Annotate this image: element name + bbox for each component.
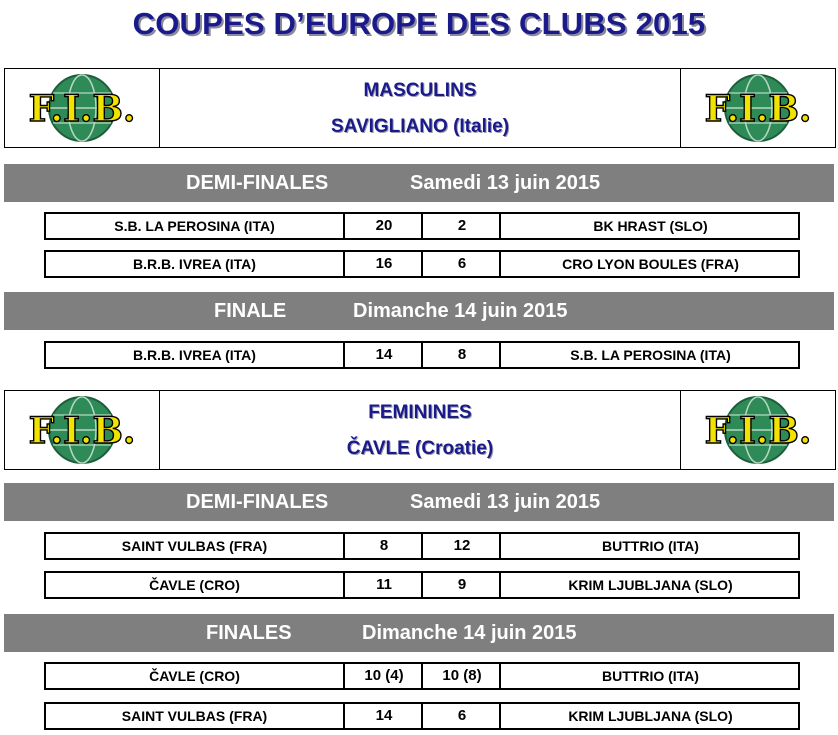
men-venue: SAVIGLIANO (Italie) xyxy=(330,116,510,137)
match-row xyxy=(44,212,800,240)
women-category: FEMININES xyxy=(368,402,472,423)
team-away: BK HRAST (SLO) xyxy=(499,214,800,238)
team-away: KRIM LJUBLJANA (SLO) xyxy=(499,704,800,728)
svg-text:F.I.B.: F.I.B. xyxy=(704,410,812,452)
team-away: BUTTRIO (ITA) xyxy=(499,534,800,558)
team-away: CRO LYON BOULES (FRA) xyxy=(499,252,800,276)
team-home: S.B. LA PEROSINA (ITA) xyxy=(114,218,275,234)
team-home: ČAVLE (CRO) xyxy=(149,668,240,684)
match-row xyxy=(44,702,800,730)
score-home: 20 xyxy=(343,214,423,238)
women-header xyxy=(4,390,836,470)
svg-text:F.I.B.: F.I.B. xyxy=(28,88,136,130)
stage-date: Dimanche 14 juin 2015 xyxy=(362,622,577,644)
score-away: 6 xyxy=(421,704,501,728)
score-away: 8 xyxy=(421,343,501,367)
score-home: 16 xyxy=(343,252,423,276)
team-away: BUTTRIO (ITA) xyxy=(499,664,800,688)
match-row xyxy=(44,662,800,690)
team-home: B.R.B. IVREA (ITA) xyxy=(133,347,256,363)
fib-logo-icon xyxy=(687,395,829,465)
men-final-bar xyxy=(4,292,834,330)
women-semis-bar xyxy=(4,483,834,521)
stage-label: FINALES xyxy=(206,622,292,644)
stage-label: FINALE xyxy=(214,300,287,322)
stage-label: DEMI-FINALES xyxy=(186,491,329,513)
team-home: ČAVLE (CRO) xyxy=(149,577,240,593)
svg-text:F.I.B.: F.I.B. xyxy=(28,410,136,452)
match-row xyxy=(44,341,800,369)
match-row xyxy=(44,571,800,599)
score-home: 14 xyxy=(343,704,423,728)
score-home: 8 xyxy=(343,534,423,558)
score-home: 10 (4) xyxy=(343,664,423,688)
score-home: 11 xyxy=(343,573,423,597)
team-home: SAINT VULBAS (FRA) xyxy=(121,708,268,724)
men-header xyxy=(4,68,836,148)
women-venue: ČAVLE (Croatie) xyxy=(346,438,494,459)
men-category: MASCULINS xyxy=(363,80,477,101)
score-away: 10 (8) xyxy=(421,664,501,688)
fib-logo-icon xyxy=(11,73,153,143)
fib-logo-icon xyxy=(11,395,153,465)
team-away: KRIM LJUBLJANA (SLO) xyxy=(499,573,800,597)
fib-logo-icon xyxy=(687,73,829,143)
svg-text:F.I.B.: F.I.B. xyxy=(704,88,812,130)
stage-date: Samedi 13 juin 2015 xyxy=(410,172,601,194)
fib-logo-right xyxy=(680,69,835,147)
team-away: S.B. LA PEROSINA (ITA) xyxy=(499,343,800,367)
score-home: 14 xyxy=(343,343,423,367)
team-home: SAINT VULBAS (FRA) xyxy=(121,538,268,554)
men-semis-bar xyxy=(4,164,834,202)
fib-logo-left xyxy=(5,69,160,147)
match-row xyxy=(44,532,800,560)
team-home: B.R.B. IVREA (ITA) xyxy=(133,256,256,272)
stage-date: Samedi 13 juin 2015 xyxy=(410,491,601,513)
women-finals-bar xyxy=(4,614,834,652)
stage-label: DEMI-FINALES xyxy=(186,172,329,194)
page-title: COUPES D’EUROPE DES CLUBS 2015 xyxy=(132,6,706,41)
score-away: 12 xyxy=(421,534,501,558)
score-away: 2 xyxy=(421,214,501,238)
score-away: 9 xyxy=(421,573,501,597)
fib-logo-right xyxy=(680,391,835,469)
fib-logo-left xyxy=(5,391,160,469)
score-away: 6 xyxy=(421,252,501,276)
stage-date: Dimanche 14 juin 2015 xyxy=(353,300,568,322)
match-row xyxy=(44,250,800,278)
